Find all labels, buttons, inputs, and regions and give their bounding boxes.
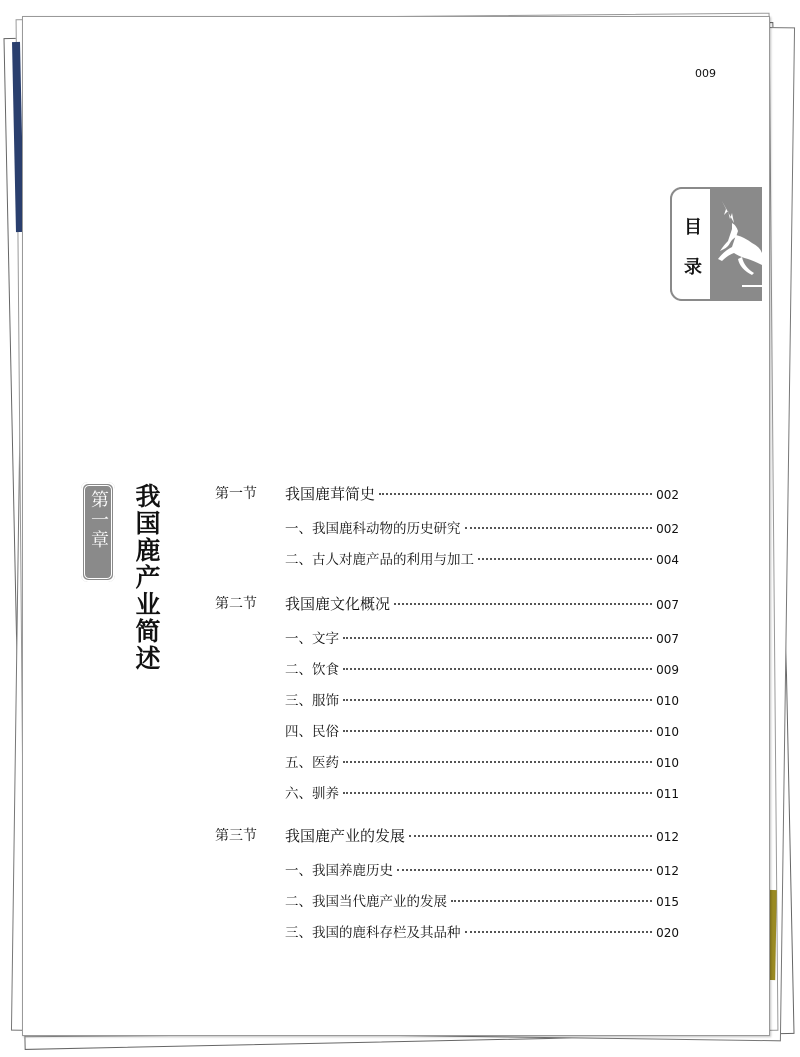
toc-subsection-row[interactable] [23, 921, 769, 941]
toc-entry-title: 一、文字 [285, 631, 339, 647]
chapter-badge-text: 第一章 [88, 490, 109, 550]
toc-section-label: 第二节 [215, 596, 257, 612]
toc-leader-dots [343, 761, 652, 763]
toc-leader-dots [394, 603, 652, 605]
toc-page-number: 011 [656, 787, 679, 801]
toc-leader-dots [409, 835, 652, 837]
toc-leader-dots [343, 699, 652, 701]
toc-entry-title: 三、服饰 [285, 693, 339, 709]
toc-entry [285, 517, 679, 537]
deer-icon [714, 195, 762, 295]
toc-entry-title: 六、驯养 [285, 786, 339, 802]
toc-entry [285, 890, 679, 910]
toc-entry [285, 689, 679, 709]
toc-subsection-row[interactable] [23, 751, 769, 771]
toc-page-number: 015 [656, 895, 679, 909]
toc-entry [285, 825, 679, 846]
toc-page-number: 007 [656, 632, 679, 646]
toc-entry [285, 921, 679, 941]
toc-page-number: 020 [656, 926, 679, 940]
toc-subsection-row[interactable] [23, 720, 769, 740]
toc-entry [285, 658, 679, 678]
toc-entry-title: 一、我国鹿科动物的历史研究 [285, 521, 461, 537]
toc-section-row[interactable] [23, 483, 769, 503]
toc-entry [285, 483, 679, 504]
toc-page-number: 012 [656, 830, 679, 844]
toc-leader-dots [465, 931, 653, 933]
toc-page-number: 012 [656, 864, 679, 878]
toc-entry-title: 我国鹿文化概况 [285, 595, 391, 613]
page-number: 009 [695, 67, 716, 80]
toc-leader-dots [397, 869, 652, 871]
toc-leader-dots [343, 637, 652, 639]
toc-section-label: 第三节 [215, 828, 257, 844]
toc-section-label: 第一节 [215, 486, 257, 502]
toc-leader-dots [465, 527, 653, 529]
toc-page-number: 002 [656, 488, 679, 502]
toc-section-row[interactable] [23, 825, 769, 845]
toc-page-number: 010 [656, 756, 679, 770]
toc-page-number: 010 [656, 694, 679, 708]
toc-leader-dots [451, 900, 652, 902]
toc-leader-dots [343, 792, 652, 794]
toc-entry-title: 二、我国当代鹿产业的发展 [285, 894, 447, 910]
toc-entry-title: 三、我国的鹿科存栏及其品种 [285, 925, 461, 941]
toc-entry-title: 四、民俗 [285, 724, 339, 740]
toc-leader-dots [478, 558, 652, 560]
toc-page [22, 16, 770, 1036]
toc-entry-title: 二、饮食 [285, 662, 339, 678]
toc-entry [285, 627, 679, 647]
toc-subsection-row[interactable] [23, 689, 769, 709]
contents-tab-label [670, 187, 712, 301]
toc-entry [285, 548, 679, 568]
toc-page-number: 010 [656, 725, 679, 739]
toc-page-number: 004 [656, 553, 679, 567]
toc-entry [285, 782, 679, 802]
toc-leader-dots [343, 730, 652, 732]
toc-leader-dots [343, 668, 652, 670]
toc-leader-dots [379, 493, 652, 495]
toc-entry-title: 一、我国养鹿历史 [285, 863, 393, 879]
toc-entry [285, 720, 679, 740]
toc-subsection-row[interactable] [23, 627, 769, 647]
toc-entry-title: 五、医药 [285, 755, 339, 771]
toc-subsection-row[interactable] [23, 890, 769, 910]
toc-entry-title: 二、古人对鹿产品的利用与加工 [285, 552, 474, 568]
contents-tab [670, 187, 762, 301]
toc-section-row[interactable] [23, 593, 769, 613]
toc-page-number: 009 [656, 663, 679, 677]
toc-entry-title: 我国鹿茸简史 [285, 485, 376, 503]
toc-subsection-row[interactable] [23, 782, 769, 802]
toc-subsection-row[interactable] [23, 859, 769, 879]
toc-subsection-row[interactable] [23, 548, 769, 568]
toc-subsection-row[interactable] [23, 517, 769, 537]
toc-page-number: 007 [656, 598, 679, 612]
toc-entry-title: 我国鹿产业的发展 [285, 827, 406, 845]
toc-entry [285, 751, 679, 771]
contents-tab-char: 录 [684, 257, 702, 278]
toc-entry [285, 859, 679, 879]
toc-page-number: 002 [656, 522, 679, 536]
toc-subsection-row[interactable] [23, 658, 769, 678]
chapter-title: 我国鹿产业简述 [132, 483, 161, 672]
toc-entry [285, 593, 679, 614]
contents-tab-char: 目 [684, 217, 702, 238]
